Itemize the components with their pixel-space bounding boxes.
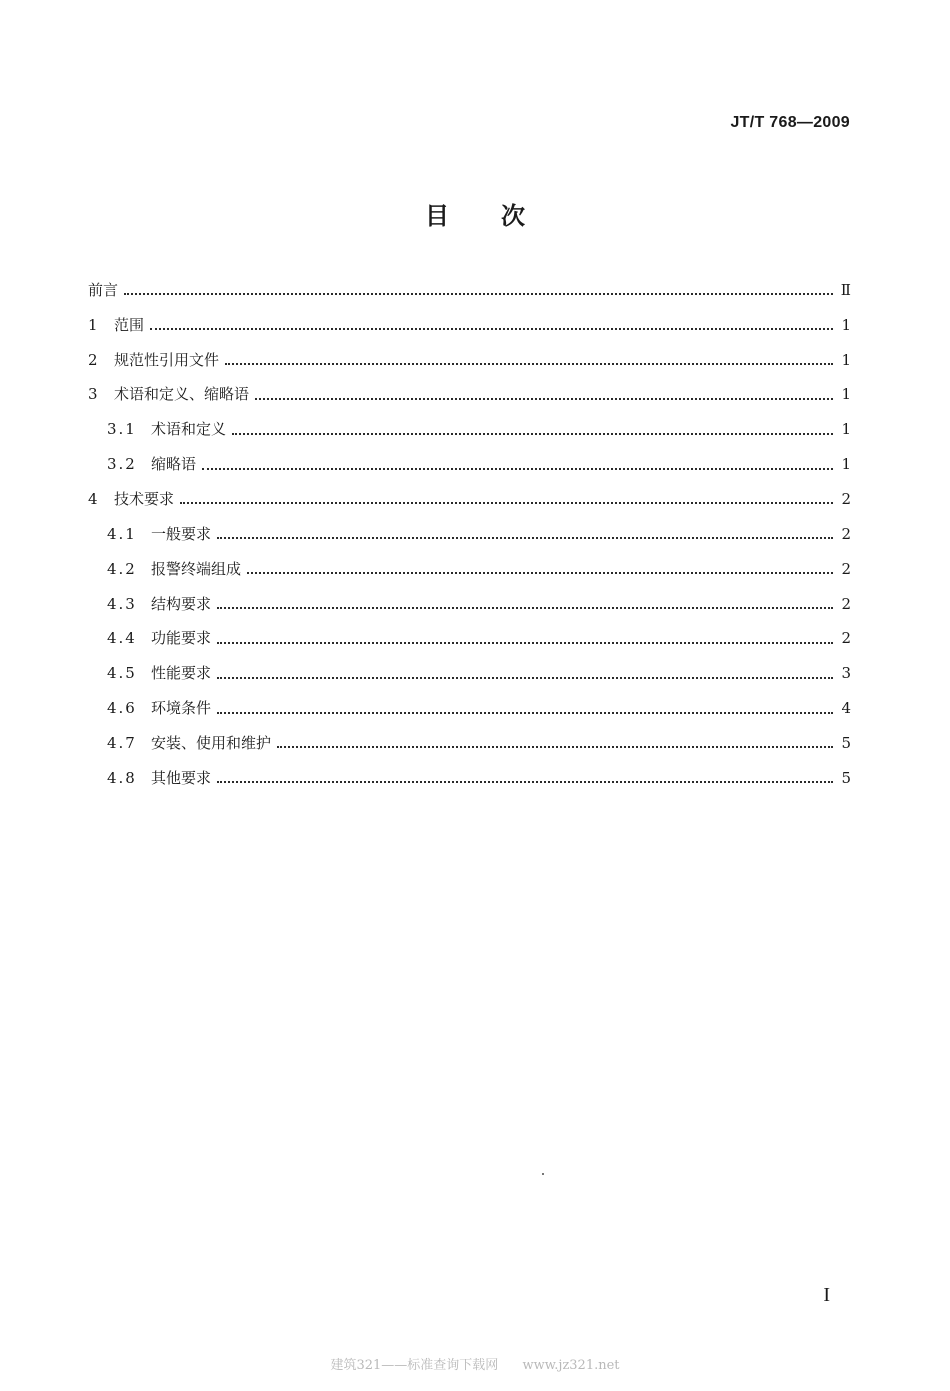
toc-entry-4-2[interactable] xyxy=(88,552,851,587)
toc-entry-3-2[interactable] xyxy=(88,447,851,482)
toc-entry-label: 缩略语 xyxy=(151,455,197,474)
standard-code: JT/T 768—2009 xyxy=(730,114,850,131)
toc-entry-label: 性能要求 xyxy=(151,664,212,683)
toc-entry-label: 范围 xyxy=(114,315,145,334)
toc-entry-page: 1 xyxy=(841,420,851,439)
toc-leader xyxy=(217,712,833,714)
toc-entry-page: 2 xyxy=(841,629,851,648)
watermark-site-name: 建筑321——标准查询下载网 xyxy=(330,1358,499,1373)
toc-leader xyxy=(202,468,833,470)
toc-entry-3[interactable] xyxy=(88,378,851,413)
toc-entry-number: 1 xyxy=(88,315,98,334)
toc-entry-4-5[interactable] xyxy=(88,656,851,691)
toc-entry-4[interactable] xyxy=(88,482,851,517)
toc-title-char-1: 目 xyxy=(425,202,449,230)
toc-entry-number: 4.5 xyxy=(107,664,137,683)
toc-leader xyxy=(124,293,833,295)
toc-entry-number: 4.8 xyxy=(107,768,137,787)
toc-entry-1[interactable] xyxy=(88,308,851,343)
toc-entry-page: 4 xyxy=(841,699,851,718)
toc-entry-number: 4.4 xyxy=(107,629,137,648)
toc-entry-number: 4.3 xyxy=(107,594,137,613)
toc-leader xyxy=(232,433,833,435)
toc-entry-label: 术语和定义、缩略语 xyxy=(114,385,250,404)
toc-entry-page: 2 xyxy=(841,489,851,508)
toc-entry-number: 3.1 xyxy=(107,420,137,439)
toc-leader xyxy=(150,328,833,330)
toc-leader xyxy=(225,363,833,365)
toc-entry-page: Ⅱ xyxy=(840,280,851,299)
toc-entry-number: 3 xyxy=(88,385,98,404)
toc-entry-page: 1 xyxy=(841,385,851,404)
toc-entry-label: 前言 xyxy=(88,280,119,299)
toc-entry-label: 安装、使用和维护 xyxy=(151,733,272,752)
toc-entry-3-1[interactable] xyxy=(88,412,851,447)
toc-leader xyxy=(180,502,833,504)
toc-entry-page: 2 xyxy=(841,594,851,613)
toc-entry-4-1[interactable] xyxy=(88,517,851,552)
toc-leader xyxy=(247,572,833,574)
toc-entry-page: 2 xyxy=(841,559,851,578)
toc-leader xyxy=(217,537,833,539)
toc-entry-label: 其他要求 xyxy=(151,768,212,787)
toc-entry-4-8[interactable] xyxy=(88,761,851,796)
toc-entry-label: 环境条件 xyxy=(151,699,212,718)
toc-entry-page: 1 xyxy=(841,455,851,474)
toc-entry-page: 5 xyxy=(841,768,851,787)
toc-entry-2[interactable] xyxy=(88,343,851,378)
toc-entry-page: 5 xyxy=(841,733,851,752)
toc-entry-4-7[interactable] xyxy=(88,726,851,761)
toc-leader xyxy=(277,746,833,748)
toc-entry-number: 4.7 xyxy=(107,733,137,752)
watermark xyxy=(0,1354,950,1373)
toc-leader xyxy=(217,642,833,644)
toc-entry-foreword[interactable] xyxy=(88,273,851,308)
toc-title xyxy=(0,196,950,231)
toc-leader xyxy=(255,398,833,400)
toc-entry-4-6[interactable] xyxy=(88,691,851,726)
toc-entry-page: 1 xyxy=(841,350,851,369)
toc-leader xyxy=(217,781,833,783)
toc-entry-number: 4.6 xyxy=(107,699,137,718)
watermark-url[interactable]: www.jz321.net xyxy=(522,1358,620,1373)
toc-entry-4-3[interactable] xyxy=(88,587,851,622)
toc-entry-label: 术语和定义 xyxy=(151,420,227,439)
toc-list xyxy=(88,273,851,796)
toc-entry-label: 功能要求 xyxy=(151,629,212,648)
toc-entry-page: 1 xyxy=(841,315,851,334)
toc-entry-number: 4.1 xyxy=(107,524,137,543)
toc-entry-label: 规范性引用文件 xyxy=(114,350,220,369)
toc-entry-page: 3 xyxy=(841,664,851,683)
toc-entry-label: 一般要求 xyxy=(151,524,212,543)
toc-entry-4-4[interactable] xyxy=(88,621,851,656)
toc-entry-number: 4.2 xyxy=(107,559,137,578)
toc-leader xyxy=(217,677,833,679)
toc-leader xyxy=(217,607,833,609)
page-folio: I xyxy=(823,1284,830,1306)
toc-entry-label: 报警终端组成 xyxy=(151,559,242,578)
toc-title-char-2: 次 xyxy=(501,202,525,230)
toc-entry-number: 3.2 xyxy=(107,455,137,474)
toc-entry-number: 2 xyxy=(88,350,98,369)
toc-entry-label: 技术要求 xyxy=(114,489,175,508)
toc-entry-label: 结构要求 xyxy=(151,594,212,613)
scan-speck xyxy=(542,1173,544,1175)
toc-entry-page: 2 xyxy=(841,524,851,543)
toc-entry-number: 4 xyxy=(88,489,98,508)
